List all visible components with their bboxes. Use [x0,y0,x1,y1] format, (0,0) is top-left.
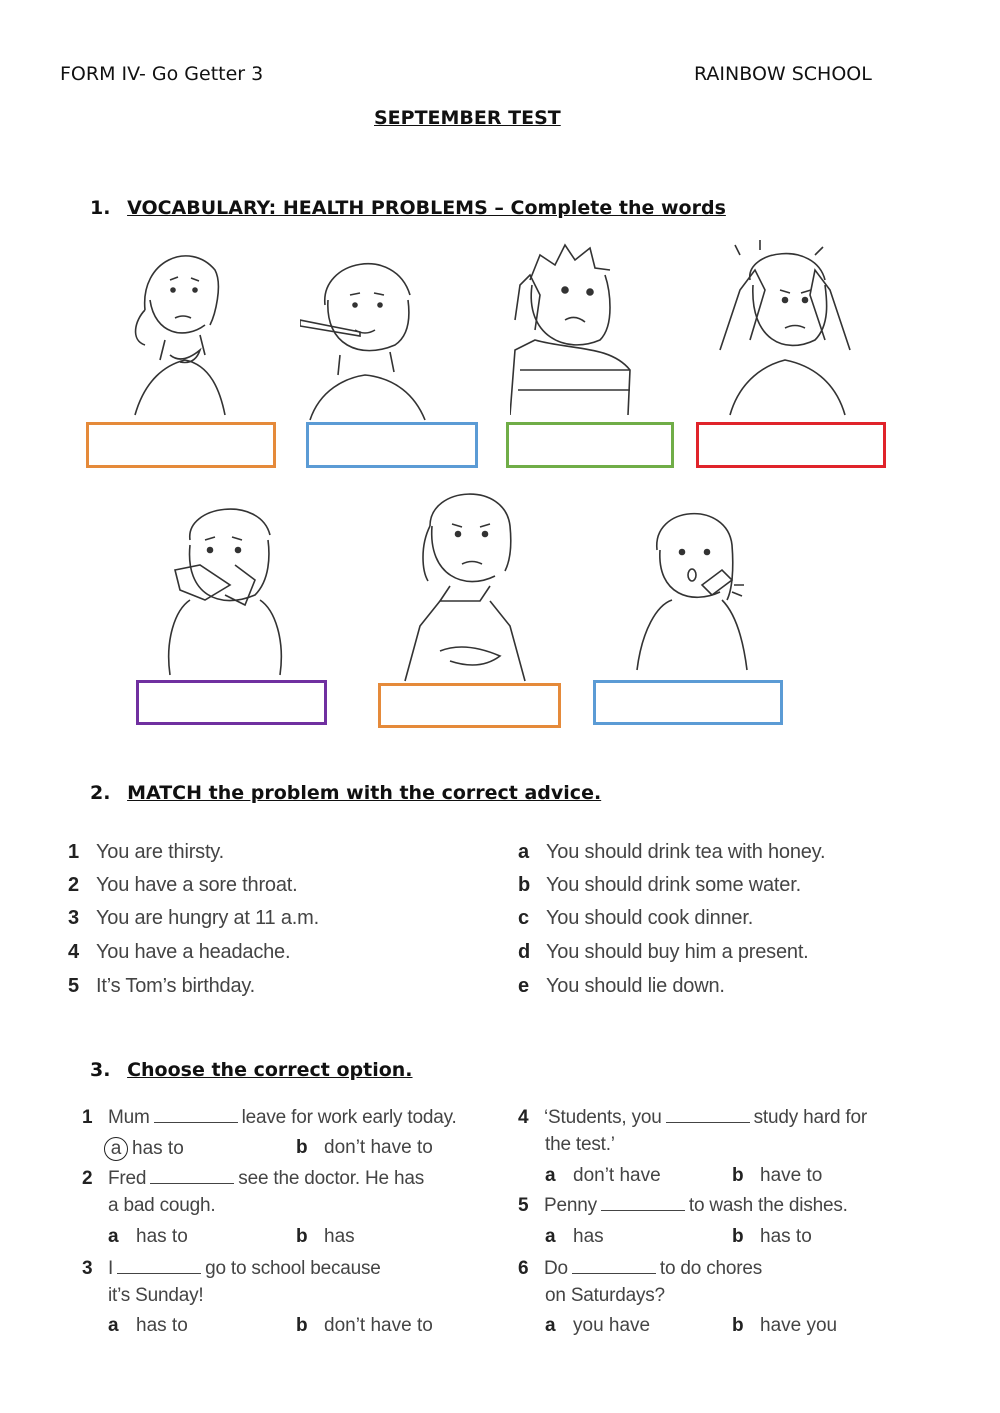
answer-box-4[interactable] [696,422,886,468]
boy-sneezing-illustration [160,500,290,678]
question-1: 1 Mum leave for work early today. [82,1107,457,1128]
problem-5: 5 It’s Tom’s birthday. [68,975,256,997]
question-2-line2: a bad cough. [108,1195,216,1216]
blank-5[interactable] [601,1196,685,1211]
section3-number: 3. [90,1059,111,1081]
answer-box-1[interactable] [86,422,276,468]
question-3-line2: it’s Sunday! [108,1285,204,1306]
boy-fever-illustration [300,250,430,422]
question-5: 5 Penny to wash the dishes. [518,1195,848,1216]
section3-heading [90,1059,413,1081]
problem-2: 2 You have a sore throat. [68,874,298,896]
question-3-option-a[interactable]: a has to [108,1315,188,1336]
girl-sore-throat-illustration [115,240,235,420]
section3-title: Choose the correct option. [127,1059,413,1081]
question-2-option-a[interactable]: a has to [108,1226,188,1247]
question-6-line2: on Saturdays? [545,1285,665,1306]
blank-1[interactable] [154,1108,238,1123]
blank-4[interactable] [666,1108,750,1123]
question-1-option-a[interactable]: a has to [104,1137,184,1161]
answer-box-6[interactable] [378,683,561,728]
girl-stomachache-illustration [400,486,530,684]
advice-b: b You should drink some water. [518,874,801,896]
question-4: 4 ‘Students, you study hard for [518,1107,867,1128]
question-6: 6 Do to do chores [518,1258,763,1279]
problem-4: 4 You have a headache. [68,941,291,963]
section1-title: VOCABULARY: HEALTH PROBLEMS – Complete the words [127,197,726,219]
form-label: FORM IV- Go Getter 3 [60,63,264,85]
question-2-option-b[interactable]: b has [296,1226,355,1247]
question-4-option-b[interactable]: b have to [732,1165,823,1186]
advice-d: d You should buy him a present. [518,941,809,963]
section2-number: 2. [90,782,111,804]
problem-3: 3 You are hungry at 11 a.m. [68,907,319,929]
question-4-option-a[interactable]: a don’t have [545,1165,661,1186]
question-2: 2 Fred see the doctor. He has [82,1168,425,1189]
section2-title: MATCH the problem with the correct advice. [127,782,602,804]
girl-cough-illustration [632,500,752,672]
advice-c: c You should cook dinner. [518,907,754,929]
answer-box-2[interactable] [306,422,478,468]
boy-earache-illustration [510,240,640,422]
answer-box-3[interactable] [506,422,674,468]
answer-box-7[interactable] [593,680,783,725]
selected-circle: a [104,1137,128,1161]
boy-headache-illustration [715,240,855,420]
answer-box-5[interactable] [136,680,327,725]
section1-heading [90,197,726,219]
blank-2[interactable] [150,1169,234,1184]
problem-1: 1 You are thirsty. [68,841,224,863]
question-5-option-b[interactable]: b has to [732,1226,812,1247]
section2-heading [90,782,601,804]
question-1-option-b[interactable]: b don’t have to [296,1137,433,1158]
question-6-option-b[interactable]: b have you [732,1315,838,1336]
question-3: 3 I go to school because [82,1258,381,1279]
question-3-option-b[interactable]: b don’t have to [296,1315,433,1336]
blank-3[interactable] [117,1259,201,1274]
advice-e: e You should lie down. [518,975,725,997]
page-title: SEPTEMBER TEST [374,107,561,129]
question-5-option-a[interactable]: a has [545,1226,604,1247]
question-6-option-a[interactable]: a you have [545,1315,651,1336]
blank-6[interactable] [572,1259,656,1274]
advice-a: a You should drink tea with honey. [518,841,826,863]
question-4-line2: the test.’ [545,1134,615,1155]
section1-number: 1. [90,197,111,219]
school-name: RAINBOW SCHOOL [694,63,872,85]
